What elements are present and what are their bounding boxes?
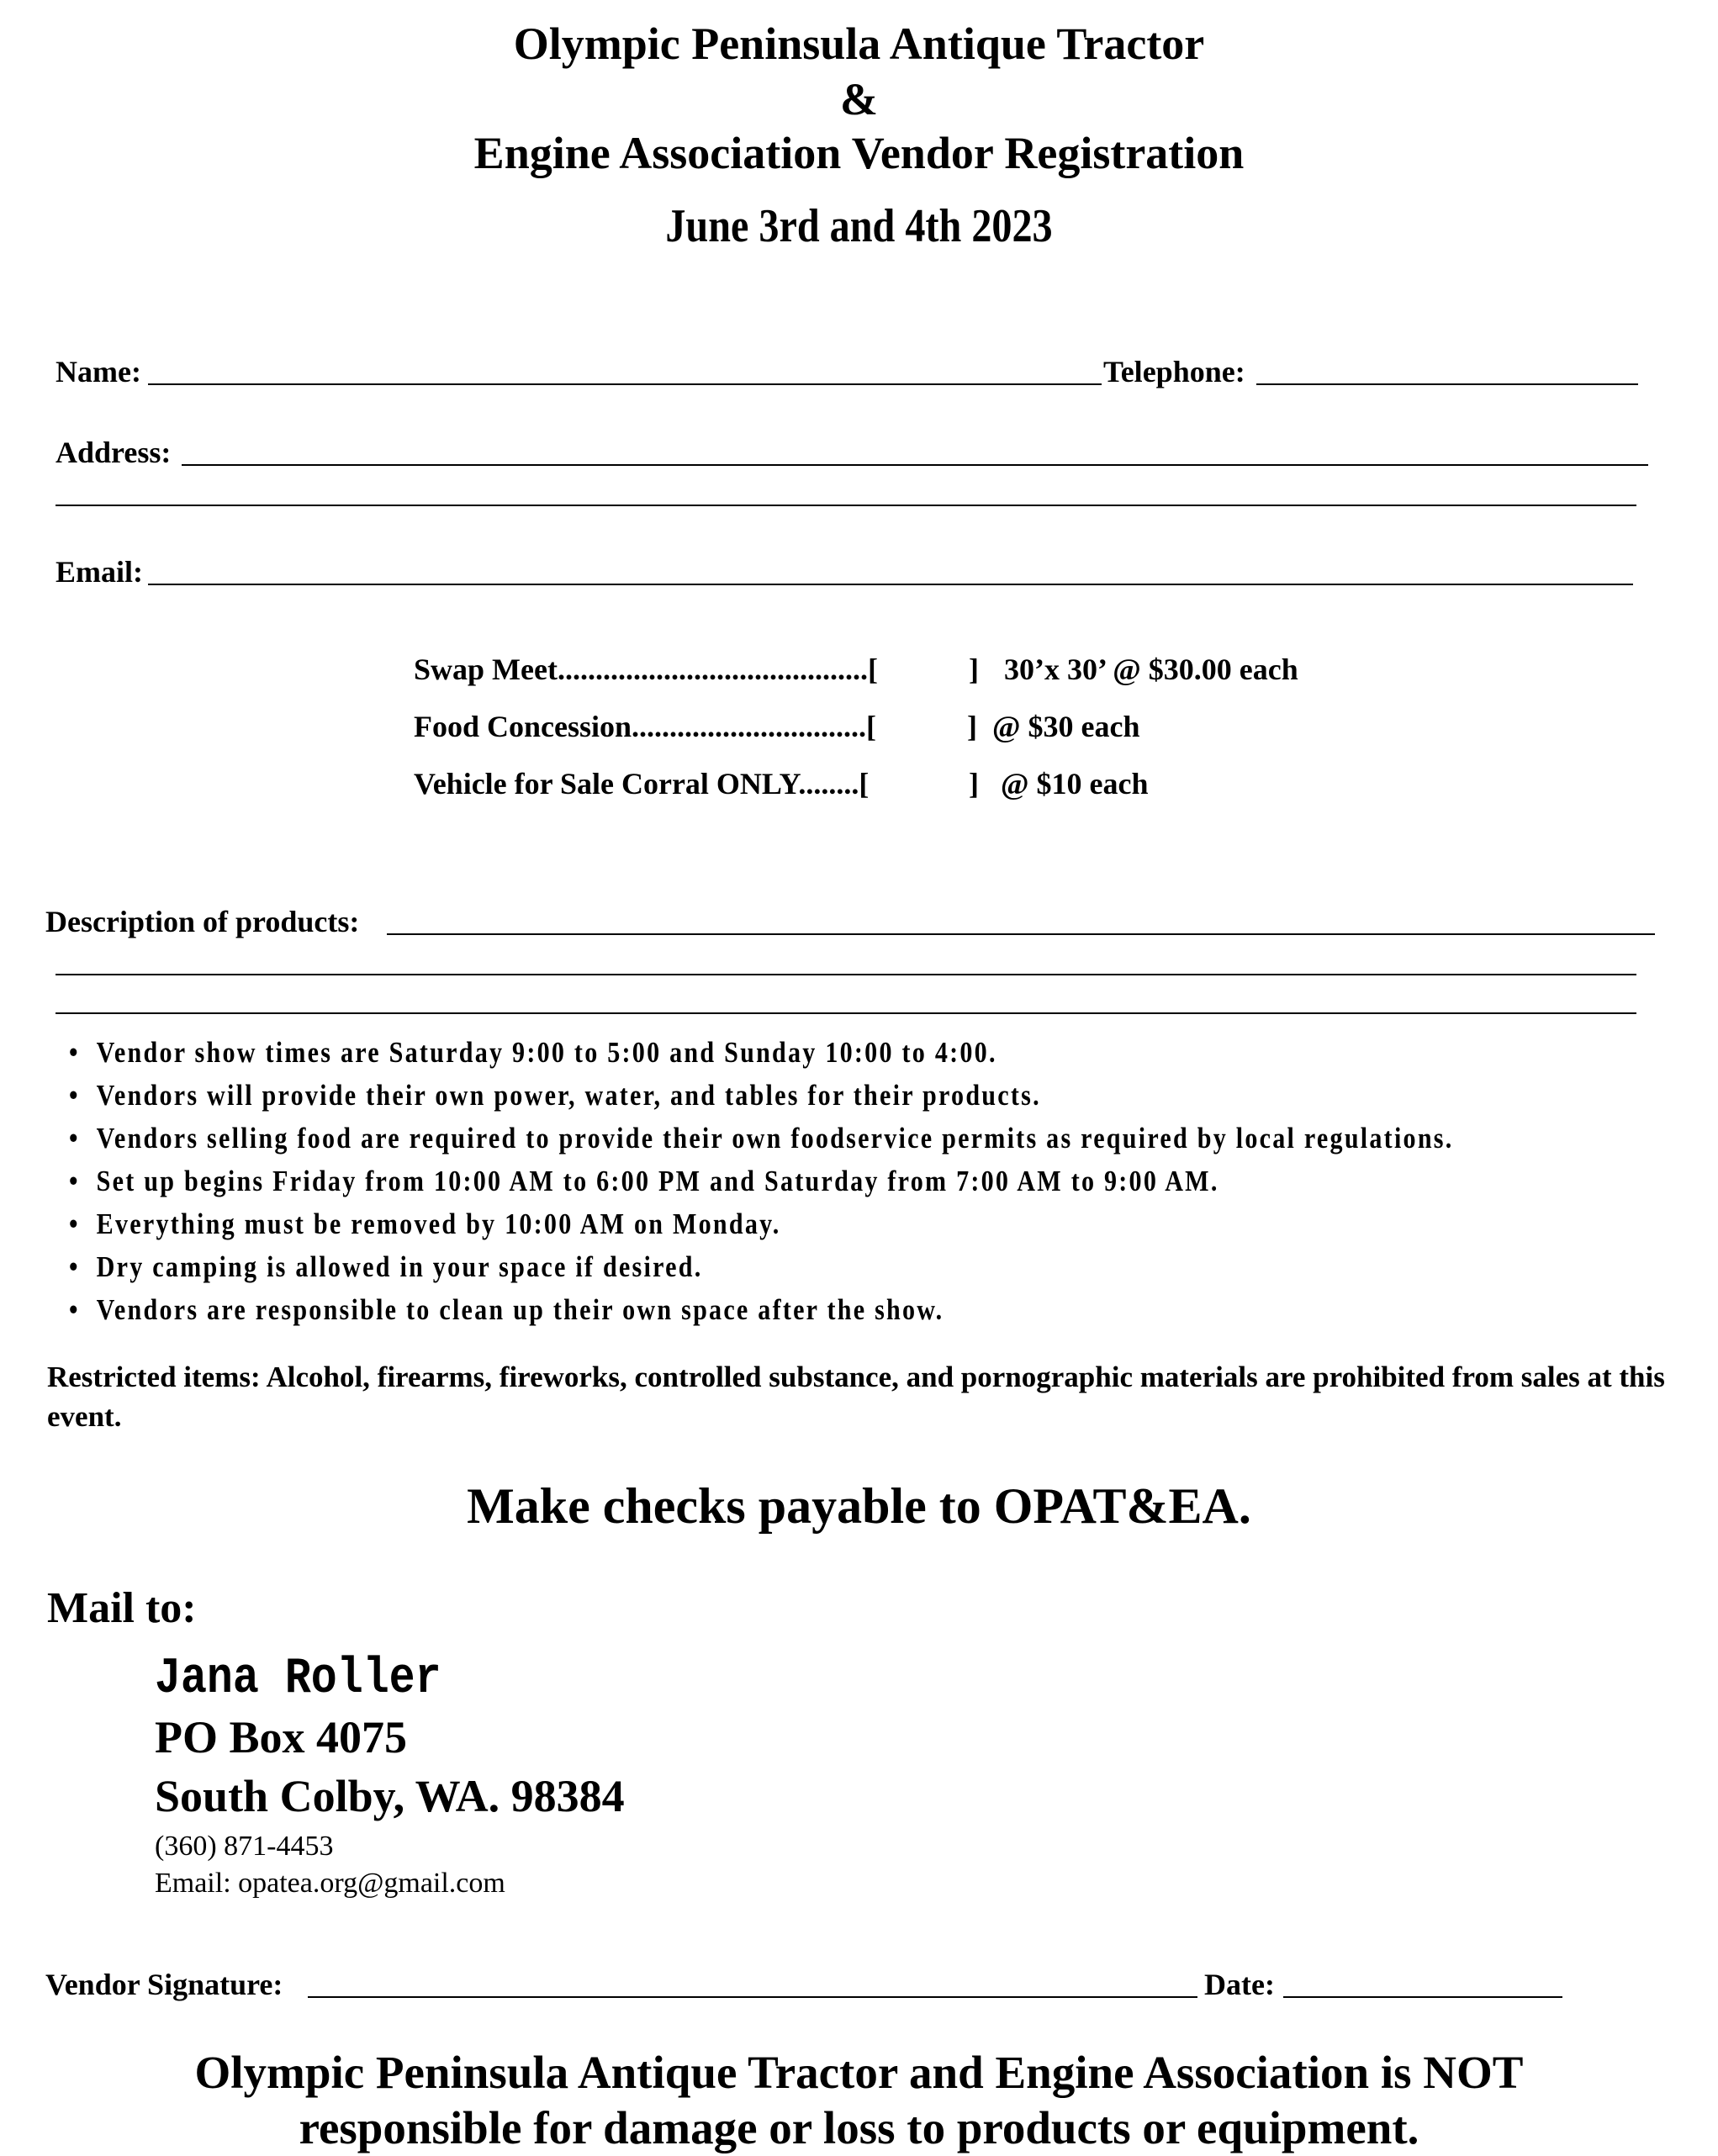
email-label: Email: (56, 555, 143, 589)
fee-leader-dots: ............................... (632, 710, 867, 743)
fee-bracket-close: ] (969, 653, 979, 686)
fee-label: Food Concession (414, 710, 632, 743)
bullet-icon: • (69, 1036, 78, 1069)
rule-text: Vendors are responsible to clean up their own space after the show. (96, 1293, 944, 1326)
payment-instructions: Make checks payable to OPAT&EA. (467, 1478, 1251, 1534)
vendor-signature-field[interactable] (308, 1996, 1197, 1998)
rule-text: Everything must be removed by 10:00 AM on Monday. (96, 1207, 781, 1240)
description-label: Description of products: (45, 905, 360, 938)
fee-swap-meet-checkbox[interactable] (923, 654, 965, 688)
description-field-line-3[interactable] (56, 1012, 1636, 1014)
name-field[interactable] (148, 383, 1102, 385)
bullet-icon: • (69, 1165, 78, 1197)
fee-leader-dots: ......................................... (557, 653, 868, 686)
description-field-line-1[interactable] (387, 933, 1655, 935)
telephone-label: Telephone: (1103, 355, 1245, 388)
form-title-line-3: Engine Association Vendor Registration (473, 128, 1245, 178)
list-item (69, 1031, 1454, 1074)
fee-vehicle-corral-label (414, 767, 869, 801)
address-label: Address: (56, 436, 172, 469)
fee-bracket-open: [ (866, 710, 877, 743)
fee-vehicle-corral-price: @ $10 each (1001, 767, 1149, 801)
bullet-icon: • (69, 1250, 78, 1283)
mail-city-state-zip: South Colby, WA. 98384 (155, 1771, 625, 1821)
fee-bracket-close: ] (967, 710, 977, 743)
form-title-ampersand: & (840, 74, 878, 124)
fee-vehicle-corral-checkbox[interactable] (923, 769, 965, 802)
fee-bracket-close: ] (969, 767, 979, 801)
date-field[interactable] (1283, 1996, 1562, 1998)
rule-text: Set up begins Friday from 10:00 AM to 6:00 PM and Saturday from 7:00 AM to 9:00 AM. (96, 1165, 1219, 1197)
bullet-icon: • (69, 1122, 78, 1155)
mail-recipient-name: Jana Roller (155, 1651, 441, 1708)
list-item (69, 1117, 1454, 1160)
vendor-rules-list (69, 1031, 1679, 1331)
name-label: Name: (56, 355, 141, 388)
event-dates: June 3rd and 4th 2023 (665, 200, 1053, 252)
description-field-line-2[interactable] (56, 974, 1636, 975)
rule-text: Vendors will provide their own power, water, and tables for their products. (96, 1079, 1041, 1112)
address-field-line-1[interactable] (182, 464, 1648, 466)
bullet-icon: • (69, 1207, 78, 1240)
form-title-line-1: Olympic Peninsula Antique Tractor (513, 18, 1205, 69)
list-item (69, 1288, 1454, 1331)
list-item (69, 1074, 1454, 1117)
rule-text: Vendor show times are Saturday 9:00 to 5:00 and Sunday 10:00 to 4:00. (96, 1036, 997, 1069)
list-item (69, 1160, 1454, 1202)
telephone-field[interactable] (1256, 383, 1638, 385)
fee-food-concession-checkbox[interactable] (923, 711, 965, 745)
rule-text: Dry camping is allowed in your space if desired. (96, 1250, 703, 1283)
fee-food-concession-label (414, 710, 876, 743)
bullet-icon: • (69, 1079, 78, 1112)
mail-to-heading: Mail to: (47, 1584, 197, 1632)
fee-swap-meet-price: 30’x 30’ @ $30.00 each (1004, 653, 1298, 686)
fee-label: Swap Meet (414, 653, 558, 686)
bullet-icon: • (69, 1293, 78, 1326)
restricted-items-notice: Restricted items: Alcohol, firearms, fireworks, controlled substance, and pornographic materials are prohibited from sales at this event. (47, 1361, 1665, 1433)
liability-disclaimer-line-2: responsible for damage or loss to products or equipment. (299, 2102, 1419, 2153)
rule-text: Vendors selling food are required to provide their own foodservice permits as required by local regulations. (96, 1122, 1454, 1155)
date-label: Date: (1204, 1968, 1275, 2001)
email-field[interactable] (148, 584, 1633, 585)
mail-po-box: PO Box 4075 (155, 1712, 408, 1762)
list-item (69, 1245, 1454, 1288)
fee-bracket-open: [ (859, 767, 870, 801)
fee-leader-dots: ........ (798, 767, 859, 801)
liability-disclaimer-line-1: Olympic Peninsula Antique Tractor and Engine Association is NOT (194, 2047, 1524, 2098)
address-field-line-2[interactable] (56, 505, 1636, 506)
vendor-signature-label: Vendor Signature: (45, 1968, 283, 2001)
fee-label: Vehicle for Sale Corral ONLY (414, 767, 799, 801)
fee-swap-meet-label (414, 653, 878, 686)
fee-food-concession-price: @ $30 each (992, 710, 1140, 743)
list-item (69, 1202, 1454, 1245)
contact-email: Email: opatea.org@gmail.com (155, 1868, 505, 1899)
contact-phone: (360) 871-4453 (155, 1831, 334, 1862)
fee-bracket-open: [ (867, 653, 878, 686)
